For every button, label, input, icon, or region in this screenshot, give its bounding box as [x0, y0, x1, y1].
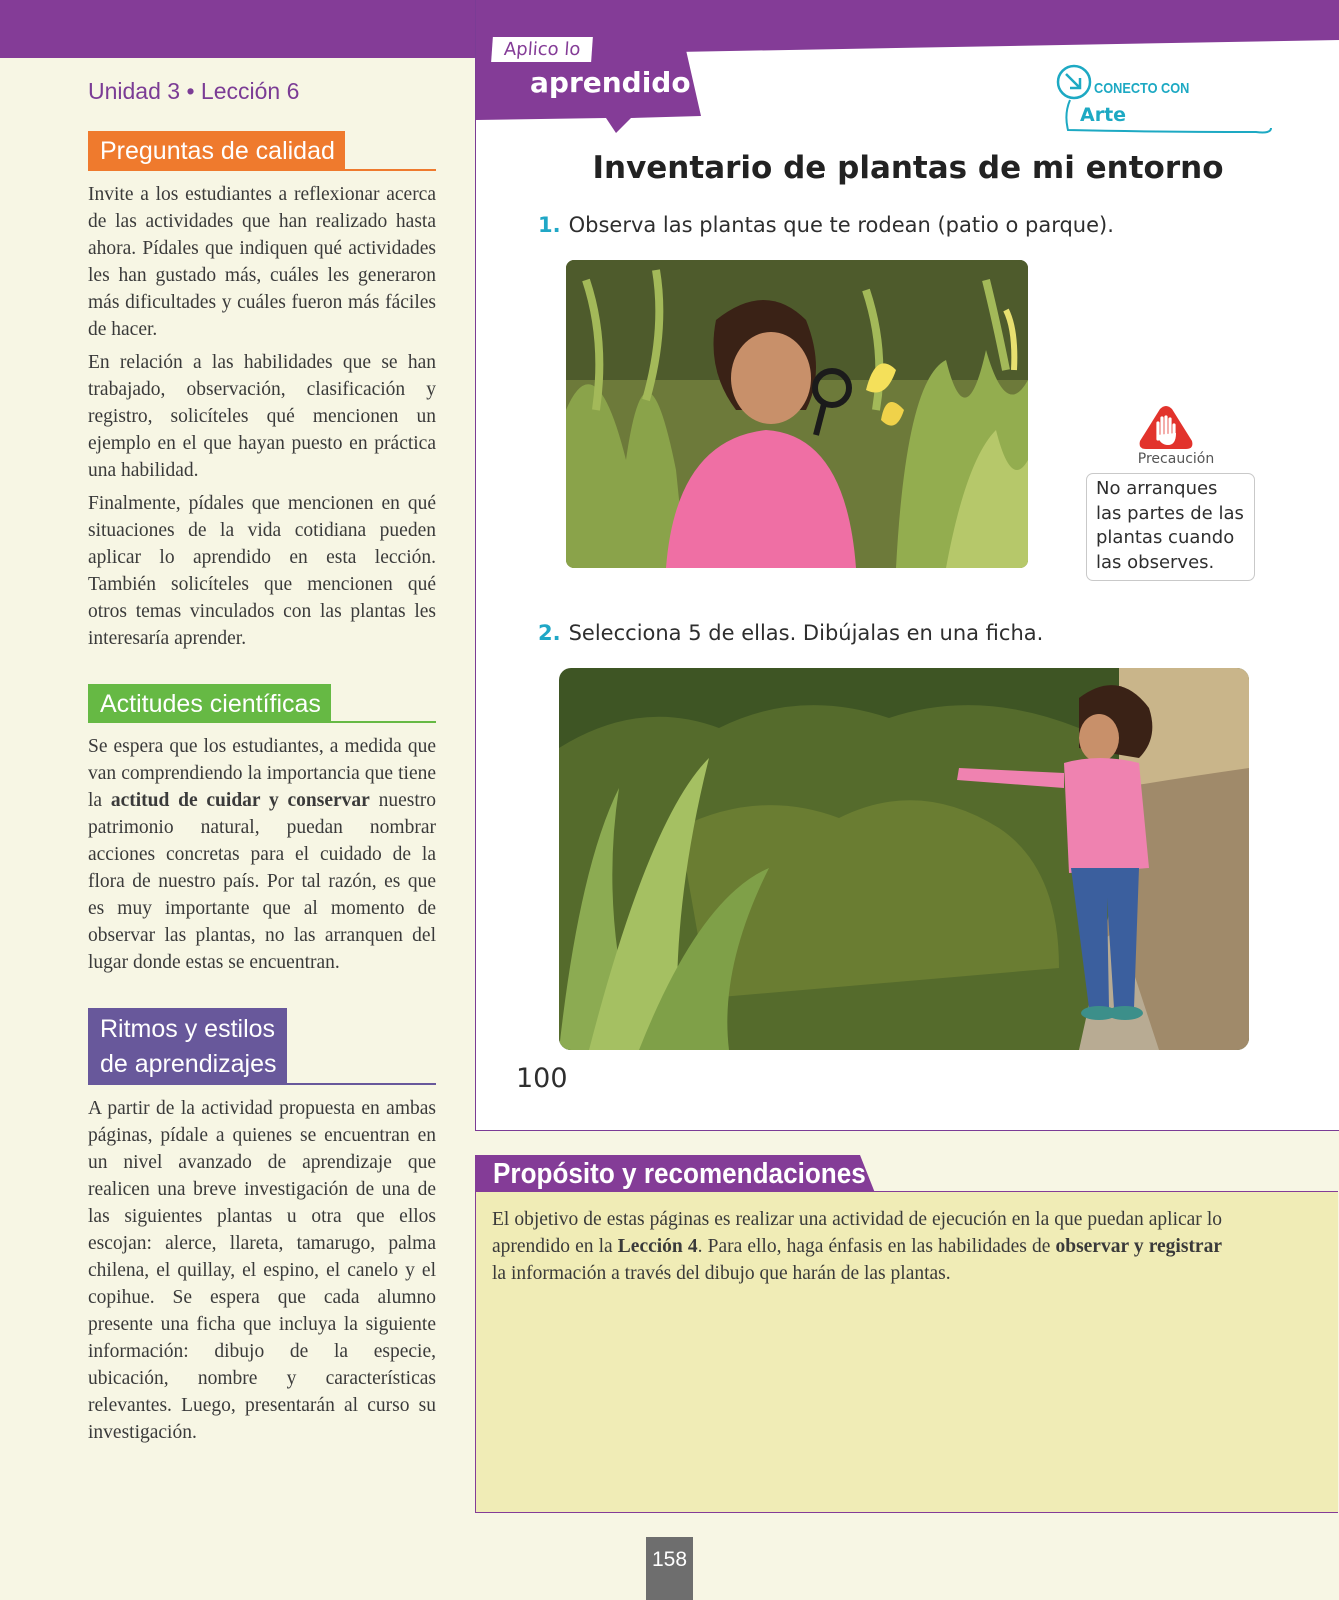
student-book-page [475, 0, 1339, 1131]
stop-hand-icon [1138, 405, 1194, 451]
section-title [88, 1008, 287, 1085]
purpose-title: Propósito y recomendaciones [493, 1158, 866, 1190]
photo-girl-pointing-at-bushes [559, 668, 1249, 1050]
section-header-actitudes [88, 684, 436, 724]
book-page-number: 100 [516, 1063, 568, 1094]
divider [88, 721, 436, 723]
text-run: . Para ello, haga énfasis en las habilidades de [697, 1236, 1056, 1257]
bold-text: Lección 4 [617, 1236, 698, 1257]
caution-text: No arranques las partes de las plantas cuando las observes. [1086, 473, 1255, 581]
section-header-preguntas [88, 131, 436, 171]
item-text: Selecciona 5 de ellas. Dibújalas en una ficha. [568, 621, 1044, 645]
section-title: Actitudes científicas [88, 684, 331, 724]
caution-label: Precaución [1137, 451, 1215, 467]
paragraph: Finalmente, pídales que mencionen en qué situaciones de la vida cotidiana pueden aplicar lo aprendido en esta lección. También solicíteles que mencionen qué otros temas vinculados con las plantas les interesaría aprender. [88, 492, 436, 649]
connect-label: CONECTO CON [1094, 80, 1190, 97]
purpose-body [475, 1191, 1338, 1513]
purpose-box [475, 1155, 1339, 1512]
title-line: Ritmos y estilos [100, 1015, 276, 1043]
photo-illustration [559, 668, 1249, 1050]
connect-with-badge [1056, 60, 1276, 140]
paragraph [492, 1206, 1222, 1287]
tab-label-large: aprendido [530, 66, 691, 99]
text-run: nuestro patrimonio natural, puedan nombrar acciones concretas para el cuidado de la flora de nuestro país. Por tal razón, es que es muy importante que al momento de observar las plantas, no las arranquen del lugar donde estas se encuentran. [88, 790, 437, 973]
item-text: Observa las plantas que te rodean (patio o parque). [568, 213, 1114, 237]
teacher-notes-column [88, 78, 436, 1452]
caution-note [1086, 405, 1246, 581]
instruction-item [538, 621, 1043, 645]
bold-text: actitud de cuidar y conservar [110, 790, 370, 811]
purpose-header [475, 1155, 875, 1193]
title-line: de aprendizajes [100, 1050, 277, 1078]
section-header-ritmos [88, 1008, 436, 1085]
divider [88, 169, 436, 171]
divider [88, 1083, 436, 1085]
photo-illustration [566, 260, 1028, 568]
text-run: Se espera que los estudiantes, a medida que van comprendiendo la importancia que tiene la [88, 736, 436, 811]
bold-text: observar y registrar [1055, 1236, 1222, 1257]
paragraph: En relación a las habilidades que se han trabajado, observación, clasificación y registro, solicíteles qué mencionen un ejemplo en el que hayan puesto en práctica una habilidad. [88, 351, 436, 481]
section-title: Preguntas de calidad [88, 131, 345, 171]
instruction-item [538, 213, 1114, 237]
text-run: la información a través del dibujo que harán de las plantas. [492, 1263, 951, 1284]
item-number: 1. [538, 213, 561, 237]
guide-page-number: 158 [646, 1537, 693, 1600]
paragraph: Invite a los estudiantes a reflexionar acerca de las actividades que han realizado hasta ahora. Pídales que indiquen qué actividades les han gustado más, cuáles les generaron más dificultades y cuáles fueron más fáciles de hacer. [88, 183, 436, 340]
activity-title: Inventario de plantas de mi entorno [592, 150, 1224, 186]
photo-girl-with-magnifier [566, 260, 1028, 568]
unit-lesson-header: Unidad 3 • Lección 6 [88, 78, 300, 104]
paragraph: A partir de la actividad propuesta en ambas páginas, pídale a quienes se encuentran en un nivel avanzado de aprendizaje que realicen una breve investigación de una de las siguientes plantas u otra que ellos escojan: alerce, llareta, tamarugo, palma chilena, el quillay, el espino, el canelo y el copihue. Se espera que cada alumno presente una ficha que incluya la siguiente información: dibujo de la especie, ubicación, nombre y características relevantes. Luego, presentarán al curso su investigación. [88, 1098, 436, 1443]
paragraph [88, 733, 436, 976]
item-number: 2. [538, 621, 561, 645]
connect-subject: Arte [1080, 104, 1127, 126]
text-run: El objetivo de estas páginas es realizar una actividad de ejecución en la que puedan aplicar lo aprendido en la [492, 1209, 1222, 1257]
tab-label-small: Aplico lo [491, 37, 593, 62]
